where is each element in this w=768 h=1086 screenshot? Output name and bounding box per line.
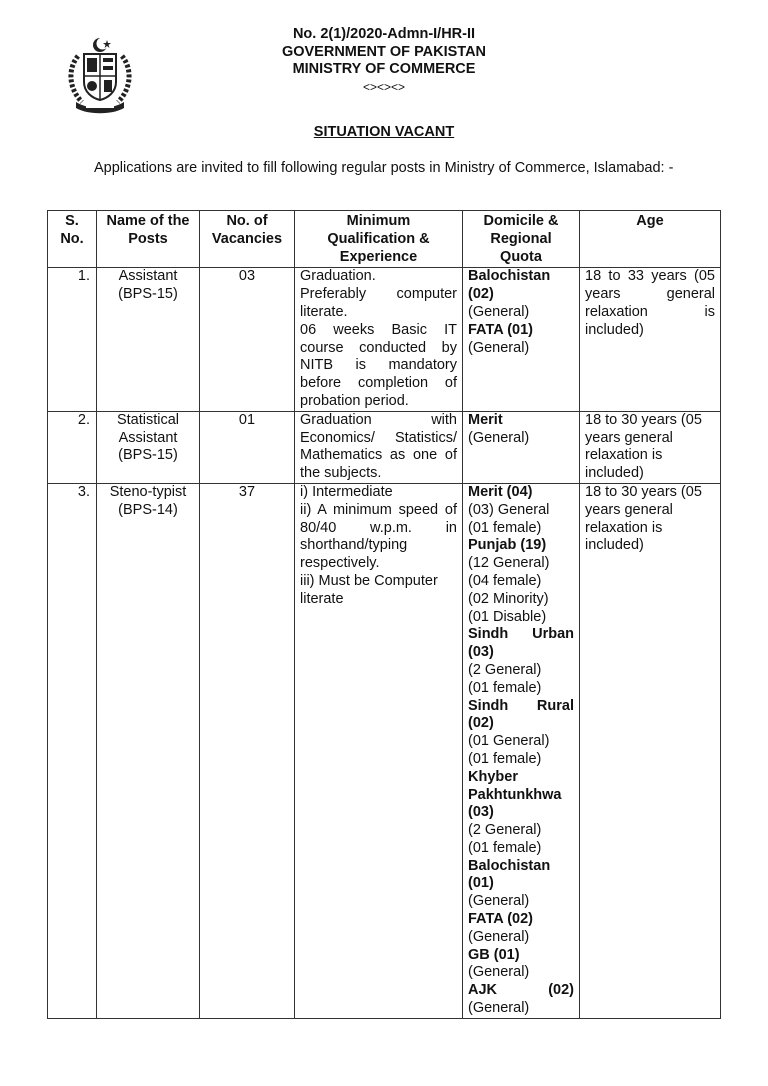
government-name: GOVERNMENT OF PAKISTAN (281, 43, 487, 60)
table-row (48, 411, 721, 483)
header-sno: S. No. (48, 211, 97, 268)
cell-sno: 2. (48, 411, 97, 483)
table-row (48, 483, 721, 1018)
cell-domicile: Merit (General) (463, 411, 580, 483)
cell-age: 18 to 30 years (05 years general relaxation is included) (580, 411, 721, 483)
cell-qualification: i) Intermediate ii) A minimum speed of 80/40 w.p.m. in shorthand/typing respectively. iii) Must be Computer literate (295, 483, 463, 1018)
header-ornament: <><><> (362, 79, 406, 94)
header-vacancies: No. of Vacancies (200, 211, 295, 268)
cell-post: Steno-typist (BPS-14) (97, 483, 200, 1018)
vacancy-table (47, 210, 721, 1019)
table-header-row (48, 211, 721, 268)
cell-qualification: Graduation. Preferably computer literate. 06 weeks Basic IT course conducted by NITB is mandatory before completion of probation period. (295, 268, 463, 411)
header-age: Age (580, 211, 721, 268)
cell-qualification: Graduation with Economics/ Statistics/ Mathematics as one of the subjects. (295, 411, 463, 483)
cell-post: Statistical Assistant (BPS-15) (97, 411, 200, 483)
cell-age: 18 to 33 years (05 years general relaxation is included) (580, 268, 721, 411)
header-domicile: Domicile & Regional Quota (463, 211, 580, 268)
cell-domicile: Merit (04) (03) General (01 female) Punjab (19) (12 General) (04 female) (02 Minority) (01 Disable) Sindh Urban (03) (2 General) (01 female) Sindh Rural (02) (01 General) (01 female) Khyber Pakhtunkhwa (03) (2 General) (01 female) Balochistan (01) (General) FATA (02) (General) GB (01) (General) AJK (02) (General) (463, 483, 580, 1018)
cell-vacancies: 01 (200, 411, 295, 483)
intro-paragraph: Applications are invited to fill following regular posts in Ministry of Commerce, Islamabad: - (94, 160, 674, 176)
table-row (48, 268, 721, 411)
document-header (0, 26, 768, 96)
cell-vacancies: 03 (200, 268, 295, 411)
cell-age: 18 to 30 years (05 years general relaxation is included) (580, 483, 721, 1018)
ministry-name: MINISTRY OF COMMERCE (292, 61, 476, 77)
cell-post: Assistant (BPS-15) (97, 268, 200, 411)
reference-number: No. 2(1)/2020-Admn-I/HR-II (292, 26, 476, 42)
header-post: Name of the Posts (97, 211, 200, 268)
cell-domicile: Balochistan (02) (General) FATA (01) (General) (463, 268, 580, 411)
cell-sno: 1. (48, 268, 97, 411)
page-title: SITUATION VACANT (313, 124, 455, 140)
cell-vacancies: 37 (200, 483, 295, 1018)
header-qualification: Minimum Qualification & Experience (295, 211, 463, 268)
cell-sno: 3. (48, 483, 97, 1018)
